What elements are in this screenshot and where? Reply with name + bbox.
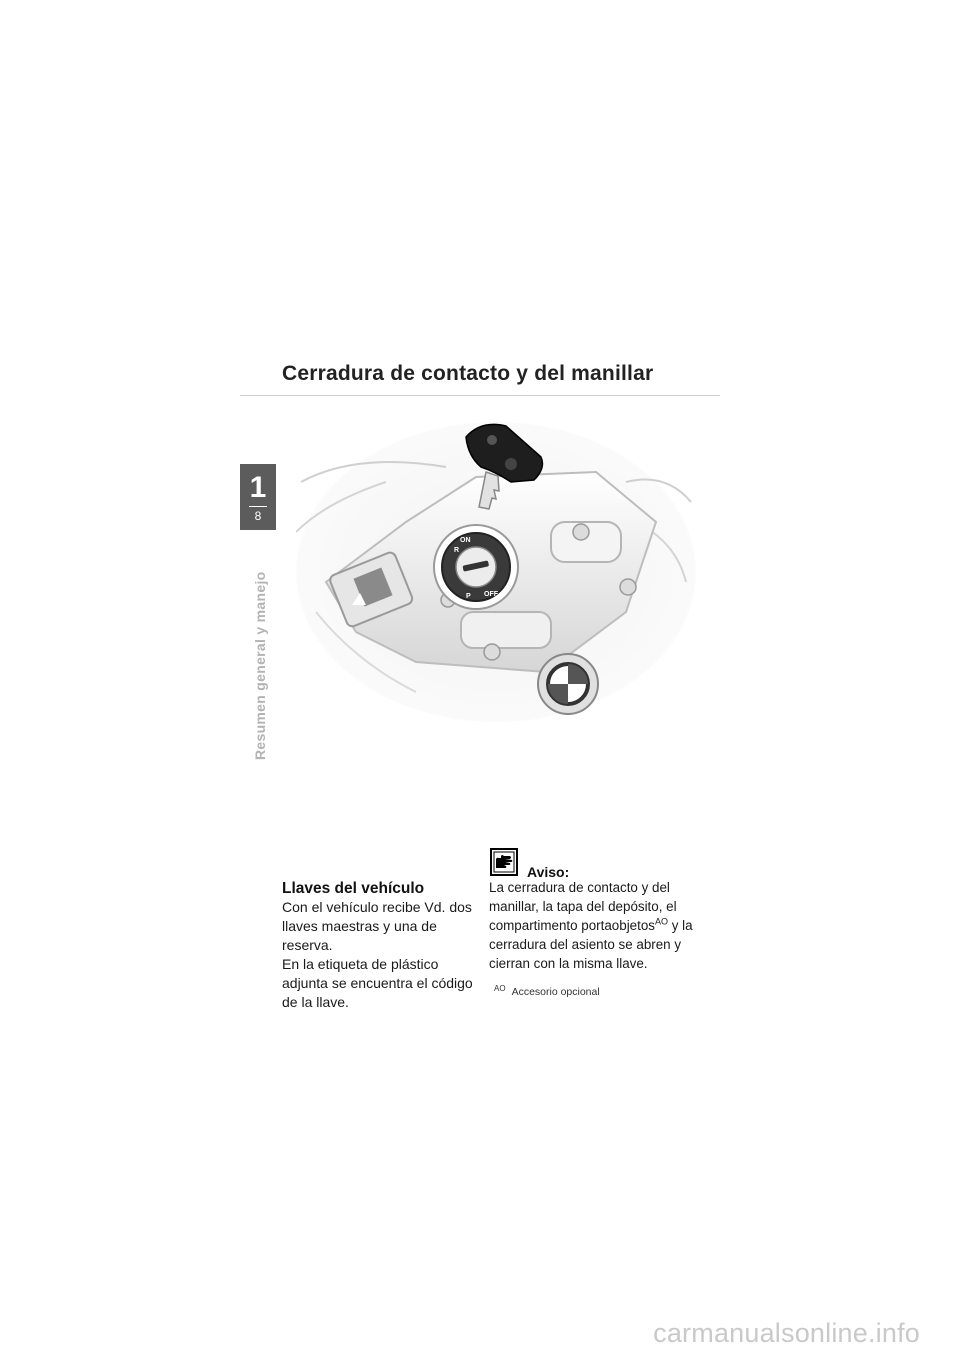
- page-number: 8: [254, 509, 262, 523]
- accessory-marker: AO: [654, 916, 668, 927]
- footnote-text: Accesorio opcional: [511, 986, 600, 998]
- lock-label-off: OFF: [484, 591, 498, 598]
- chapter-number: 1: [249, 471, 267, 504]
- page-title: Cerradura de contacto y del manillar: [282, 362, 654, 385]
- footnote: [494, 983, 600, 998]
- note-text-end: y la cerradura del asiento se abren y cierran con la misma llave.: [489, 918, 693, 971]
- vehicle-keys-section: [282, 880, 478, 1012]
- watermark: carmanualsonline.info: [653, 1318, 920, 1348]
- section-heading: Llaves del vehículo: [282, 880, 425, 897]
- ignition-lock-illustration: [296, 412, 696, 722]
- keys-paragraph-1: Con el vehículo recibe Vd. dos llaves maestras y una de reserva.: [282, 899, 472, 953]
- note-title: Aviso:: [527, 864, 570, 880]
- title-divider: [240, 395, 720, 396]
- keys-paragraph-2: En la etiqueta de plástico adjunta se encuentra el código de la llave.: [282, 956, 473, 1010]
- chapter-tab: [240, 464, 276, 530]
- lock-label-p: P: [466, 593, 471, 600]
- footnote-marker: AO: [494, 983, 506, 993]
- note-box: [489, 848, 709, 973]
- chapter-divider: [249, 506, 267, 507]
- lock-label-on: ON: [460, 537, 471, 544]
- note-hand-icon: [490, 848, 518, 876]
- note-text-start: La cerradura de contacto y del manillar, la tapa del depósito, el compartimento portaobjetos: [489, 880, 677, 933]
- chapter-side-label: Resumen general y manejo: [252, 571, 268, 760]
- note-text: [489, 878, 709, 973]
- lock-label-r: R: [454, 547, 460, 554]
